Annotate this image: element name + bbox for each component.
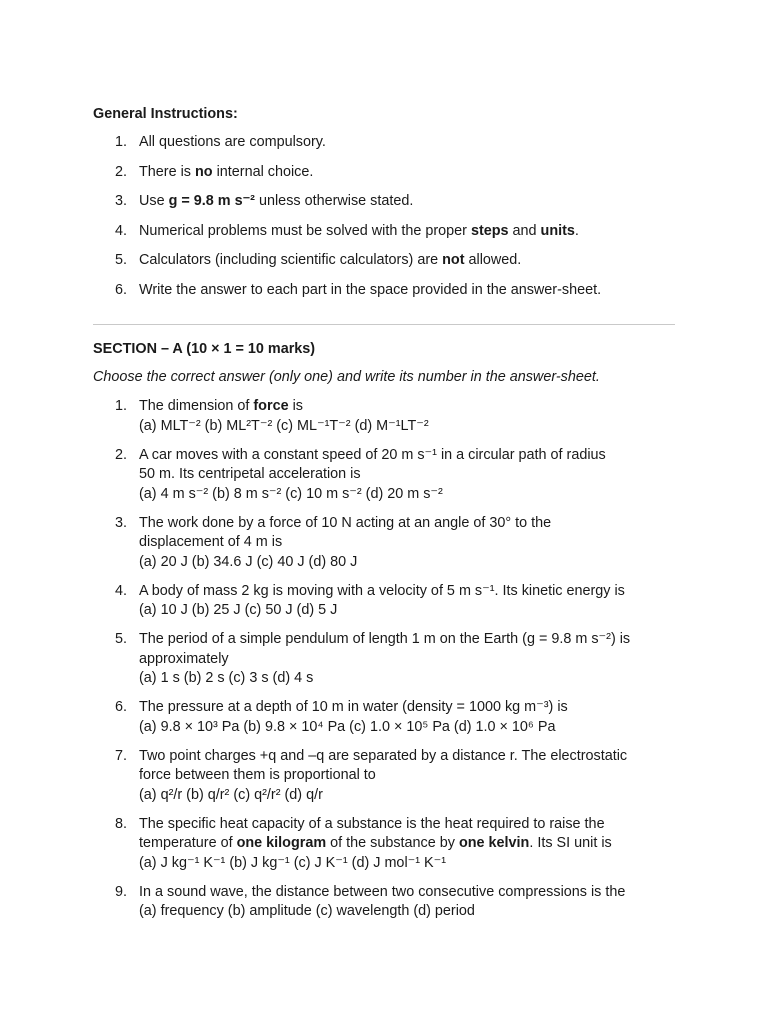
question-text (139, 766, 678, 786)
section-a-heading: SECTION – A (10 × 1 = 10 marks) (93, 341, 316, 357)
question-text (139, 883, 678, 903)
instruction-item (0, 192, 768, 222)
text-run: of the substance by (326, 835, 459, 851)
text-run: . (574, 222, 579, 239)
instruction-item (0, 163, 768, 193)
text-run: approximately (139, 650, 229, 667)
question-text (139, 747, 678, 767)
question-text (139, 533, 678, 553)
answer-options: (a) q²/r (b) q/r² (c) q²/r² (d) q/r (139, 786, 323, 803)
question-text (139, 446, 678, 466)
instruction-number: 4. (115, 222, 128, 239)
question-number: 8. (115, 815, 128, 832)
question-number: 2. (115, 446, 128, 463)
question-item (0, 397, 768, 436)
instruction-item (0, 133, 768, 163)
question-text (139, 397, 678, 417)
section-divider (93, 324, 675, 325)
answer-options: (a) 20 J (b) 34.6 J (c) 40 J (d) 80 J (139, 553, 358, 570)
question-item (0, 883, 768, 922)
instruction-number: 5. (115, 252, 128, 268)
text-run: and (508, 222, 541, 239)
text-run: The work done by a force of 10 N acting at an angle of 30° to the (139, 514, 552, 531)
question-number: 4. (115, 582, 128, 599)
text-run: The specific heat capacity of a substance is the heat required to raise the (139, 815, 605, 832)
instruction-item (0, 251, 768, 281)
text-run: unless otherwise stated. (254, 193, 414, 209)
general-instructions-heading: General Instructions: (93, 106, 238, 122)
question-text (139, 582, 678, 602)
emphasis-text: no (194, 163, 213, 180)
question-text (139, 834, 678, 854)
emphasis-text: not (442, 252, 465, 268)
instruction-number: 6. (115, 281, 128, 298)
answer-options: (a) 9.8 × 10³ Pa (b) 9.8 × 10⁴ Pa (c) 1.0 × 10⁵ Pa (d) 1.0 × 10⁶ Pa (139, 718, 556, 735)
question-number: 5. (115, 631, 128, 647)
text-run: There is (139, 163, 195, 180)
answer-options: (a) 10 J (b) 25 J (c) 50 J (d) 5 J (139, 602, 338, 618)
instruction-number: 2. (115, 163, 128, 180)
question-number: 3. (115, 514, 128, 531)
answer-options: (a) 1 s (b) 2 s (c) 3 s (d) 4 s (139, 670, 314, 686)
question-item (0, 815, 768, 874)
question-number: 7. (115, 747, 128, 764)
question-item (0, 446, 768, 505)
instruction-number: 1. (115, 134, 128, 150)
text-run: Calculators (including scientific calculators) are (139, 252, 443, 268)
answer-options: (a) frequency (b) amplitude (c) wavelength (d) period (139, 903, 475, 919)
emphasis-text: units (540, 222, 575, 239)
answer-options: (a) J kg⁻¹ K⁻¹ (b) J kg⁻¹ (c) J K⁻¹ (d) J mol⁻¹ K⁻¹ (139, 854, 447, 871)
instruction-item (0, 222, 768, 252)
question-number: 1. (115, 398, 128, 414)
question-text (139, 514, 678, 534)
question-item (0, 630, 768, 689)
text-run: The pressure at a depth of 10 m in water (density = 1000 kg m⁻³) is (139, 699, 568, 715)
question-text (139, 630, 678, 650)
emphasis-text: force (253, 398, 289, 414)
emphasis-text: one kilogram (236, 835, 327, 851)
instruction-number: 3. (115, 193, 128, 209)
emphasis-text: one kelvin (458, 835, 530, 851)
text-run: force between them is proportional to (139, 767, 376, 783)
text-run: displacement of 4 m is (139, 534, 283, 550)
question-item (0, 514, 768, 573)
answer-options: (a) MLT⁻² (b) ML²T⁻² (c) ML⁻¹T⁻² (d) M⁻¹LT⁻² (139, 417, 429, 434)
question-text (139, 815, 678, 835)
text-run: Numerical problems must be solved with the proper (139, 222, 471, 239)
question-text (139, 465, 678, 485)
text-run: The dimension of (139, 398, 254, 414)
text-run: temperature of (139, 835, 237, 851)
emphasis-text: steps (470, 222, 509, 239)
text-run: Write the answer to each part in the space provided in the answer-sheet. (139, 281, 602, 298)
text-run: All questions are compulsory. (139, 134, 326, 150)
text-run: internal choice. (212, 163, 314, 180)
text-run: Use (139, 193, 169, 209)
text-run: A body of mass 2 kg is moving with a velocity of 5 m s⁻¹. Its kinetic energy is (139, 582, 625, 599)
question-text (139, 698, 678, 718)
text-run: is (288, 398, 303, 414)
text-run: Two point charges +q and –q are separated by a distance r. The electrostatic (139, 747, 628, 764)
text-run: In a sound wave, the distance between two consecutive compressions is the (139, 883, 626, 900)
text-run: The period of a simple pendulum of length 1 m on the Earth (g = 9.8 m s⁻²) is (139, 631, 631, 647)
question-item (0, 747, 768, 806)
question-item (0, 698, 768, 737)
question-item (0, 582, 768, 621)
text-run: allowed. (464, 252, 522, 268)
section-a-instruction: Choose the correct answer (only one) and write its number in the answer-sheet. (93, 369, 600, 385)
questions-list (0, 397, 768, 931)
text-run: . Its SI unit is (529, 835, 612, 851)
question-text (139, 650, 678, 670)
text-run: 50 m. Its centripetal acceleration is (139, 466, 361, 482)
text-run: A car moves with a constant speed of 20 m s⁻¹ in a circular path of radius (139, 446, 606, 463)
emphasis-text: g = 9.8 m s⁻² (168, 193, 255, 209)
question-number: 6. (115, 699, 128, 715)
answer-options: (a) 4 m s⁻² (b) 8 m s⁻² (c) 10 m s⁻² (d) 20 m s⁻² (139, 485, 443, 502)
instruction-item (0, 281, 768, 311)
instructions-list (0, 133, 768, 310)
question-number: 9. (115, 883, 128, 900)
